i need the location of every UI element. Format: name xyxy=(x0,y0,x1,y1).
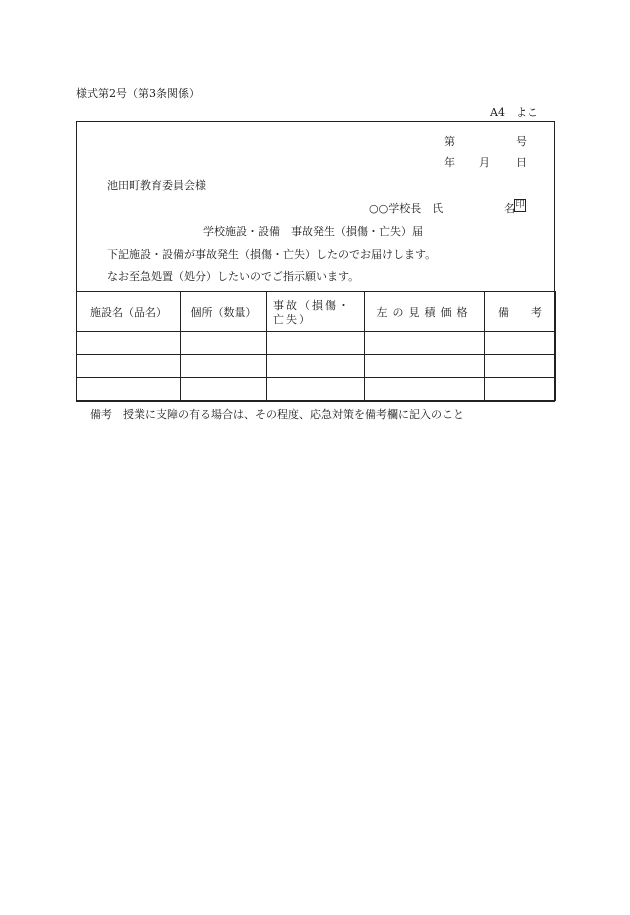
sender-principal: ○○学校長 氏 xyxy=(369,202,444,215)
cell-accident[interactable] xyxy=(267,355,365,378)
cell-location-quantity[interactable] xyxy=(181,355,267,378)
cell-estimated-price[interactable] xyxy=(365,332,485,355)
date-month-label: 月 xyxy=(479,156,490,169)
table-row xyxy=(77,332,556,355)
cell-facility-name[interactable] xyxy=(77,355,181,378)
table-header-row xyxy=(77,292,556,332)
header-remarks xyxy=(485,292,556,332)
header-remarks-char-2: 考 xyxy=(531,305,542,319)
document-number-label: 第 xyxy=(444,135,455,148)
date-year-label: 年 xyxy=(444,156,455,169)
seal-stamp-box: 印 xyxy=(515,200,525,210)
report-form xyxy=(76,121,555,402)
cell-location-quantity[interactable] xyxy=(181,378,267,401)
cell-location-quantity[interactable] xyxy=(181,332,267,355)
form-title: 様式第2号（第3条関係） xyxy=(76,87,200,100)
cell-facility-name[interactable] xyxy=(77,332,181,355)
form-header-area xyxy=(77,122,554,292)
cell-facility-name[interactable] xyxy=(77,378,181,401)
sender-name-label: 名 xyxy=(504,202,515,215)
document-number-suffix: 号 xyxy=(516,135,527,148)
header-remarks-char-1: 備 xyxy=(498,305,509,319)
report-title: 学校施設・設備 事故発生（損傷・亡失）届 xyxy=(203,225,423,238)
cell-estimated-price[interactable] xyxy=(365,378,485,401)
header-accident: 事故（損傷・亡失） xyxy=(267,292,365,332)
cell-remarks[interactable] xyxy=(485,378,556,401)
header-facility-name: 施設名（品名） xyxy=(77,292,181,332)
paper-size-note: A4 よこ xyxy=(490,106,538,119)
date-day-label: 日 xyxy=(516,156,527,169)
body-text-line-2: なお至急処置（処分）したいのでご指示願います。 xyxy=(107,270,360,283)
table-row xyxy=(77,355,556,378)
addressee: 池田町教育委員会様 xyxy=(107,179,206,192)
accident-detail-table xyxy=(76,291,556,401)
cell-remarks[interactable] xyxy=(485,332,556,355)
table-row xyxy=(77,378,556,401)
cell-accident[interactable] xyxy=(267,378,365,401)
header-location-quantity: 個所（数量） xyxy=(181,292,267,332)
cell-accident[interactable] xyxy=(267,332,365,355)
body-text-line-1: 下記施設・設備が事故発生（損傷・亡失）したのでお届けします。 xyxy=(107,248,437,261)
cell-estimated-price[interactable] xyxy=(365,355,485,378)
header-estimated-price: 左の見積価格 xyxy=(365,292,485,332)
footnote-remarks: 備考 授業に支障の有る場合は、その程度、応急対策を備考欄に記入のこと xyxy=(90,408,464,421)
cell-remarks[interactable] xyxy=(485,355,556,378)
